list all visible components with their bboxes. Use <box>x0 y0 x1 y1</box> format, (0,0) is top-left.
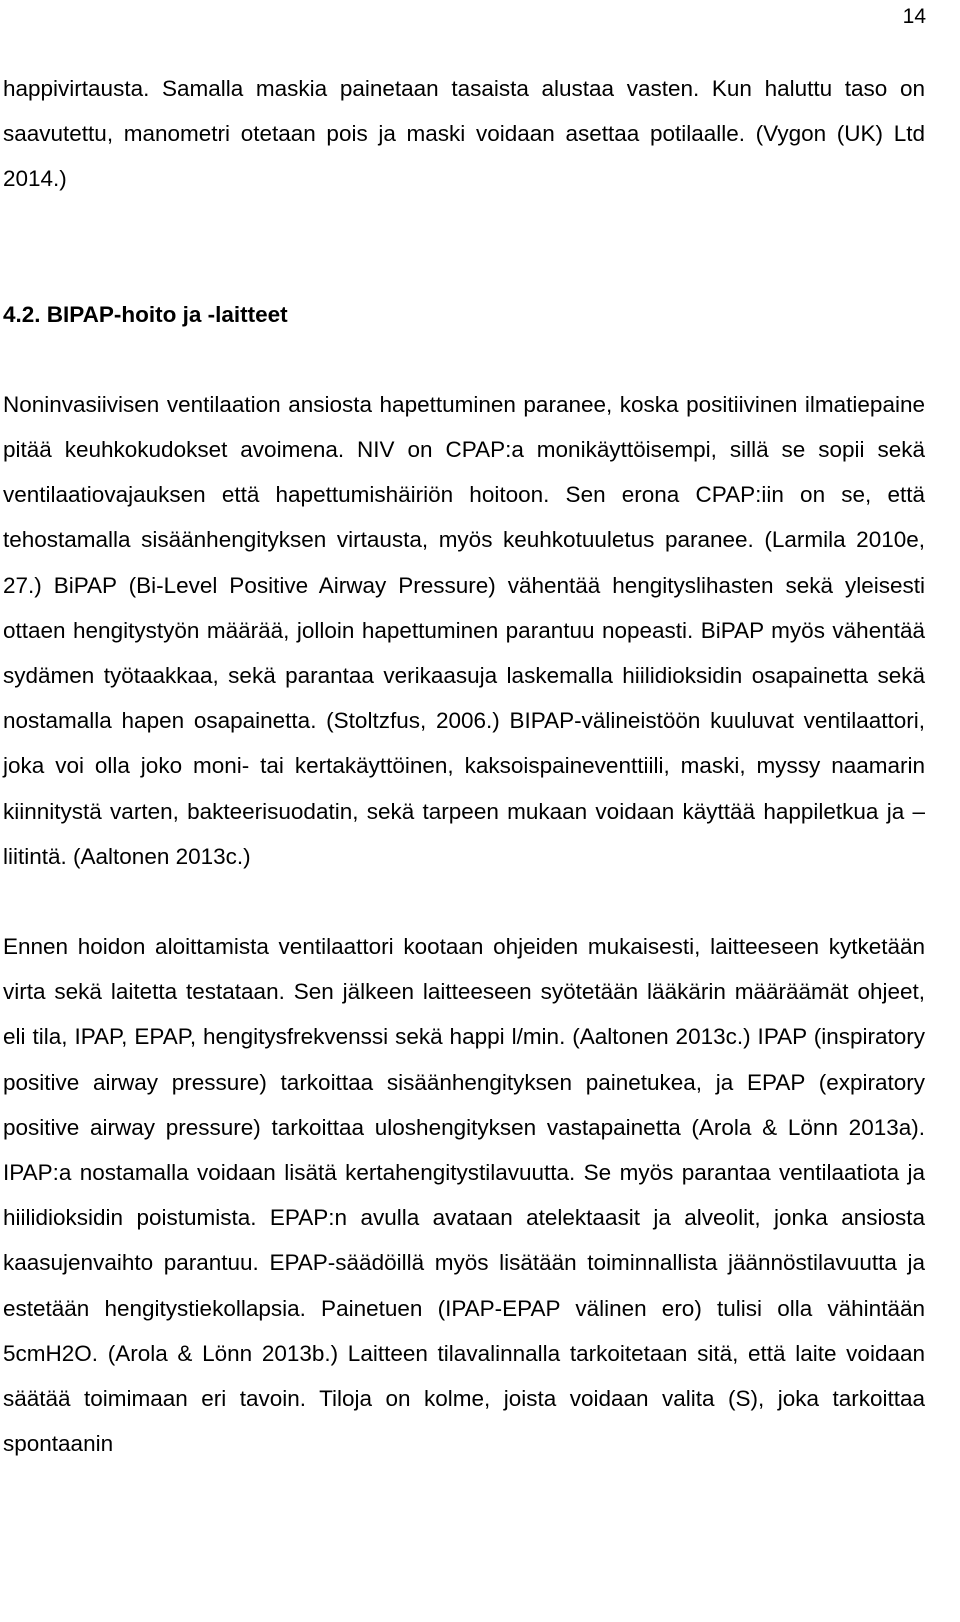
paragraph-intro: happivirtausta. Samalla maskia painetaan tasaista alustaa vasten. Kun haluttu taso on saavutettu, manometri otetaan pois ja maski voidaan asettaa potilaalle. (Vygon (UK) Ltd 2014.) <box>3 76 925 192</box>
document-body <box>3 66 925 1466</box>
paragraph-spacer <box>3 337 925 382</box>
paragraph-spacer <box>3 202 925 292</box>
paragraph-bipap-description: Noninvasiivisen ventilaation ansiosta hapettuminen paranee, koska positiivinen ilmatiepaine pitää keuhkokudokset avoimena. NIV on CPAP:a monikäyttöisempi, sillä se sopii sekä ventilaatiovajauksen että hapettumishäiriön hoitoon. Sen erona CPAP:iin on se, että tehostamalla sisäänhengityksen virtausta, myös keuhkotuuletus paranee. (Larmila 2010e, 27.) BiPAP (Bi-Level Positive Airway Pressure) vähentää hengityslihasten sekä yleisesti ottaen hengitystyön määrää, jolloin hapettuminen parantuu nopeasti. BiPAP myös vähentää sydämen työtaakkaa, sekä parantaa verikaasuja laskemalla hiilidioksidin osapainetta sekä nostamalla hapen osapainetta. (Stoltzfus, 2006.) BIPAP-välineistöön kuuluvat ventilaattori, joka voi olla joko moni- tai kertakäyttöinen, kaksoispaineventtiili, maski, myssy naamarin kiinnitystä varten, bakteerisuodatin, sekä tarpeen mukaan voidaan käyttää happiletkua ja – liitintä. (Aaltonen 2013c.) <box>3 391 925 869</box>
paragraph-setup-instructions: Ennen hoidon aloittamista ventilaattori kootaan ohjeiden mukaisesti, laitteeseen kytketään virta sekä laitetta testataan. Sen jälkeen laitteeseen syötetään lääkärin määräämät ohjeet, eli tila, IPAP, EPAP, hengitysfrekvenssi sekä happi l/min. (Aaltonen 2013c.) IPAP (inspiratory positive airway pressure) tarkoittaa sisäänhengityksen painetukea, ja EPAP (expiratory positive airway pressure) tarkoittaa uloshengityksen vastapainetta (Arola & Lönn 2013a). IPAP:a nostamalla voidaan lisätä kertahengitystilavuutta. Se myös parantaa ventilaatiota ja hiilidioksidin poistumista. EPAP:n avulla avataan atelektaasit ja alveolit, jonka ansiosta kaasujenvaihto parantuu. EPAP-säädöillä myös lisätään toiminnallista jäännöstilavuutta ja estetään hengitystiekollapsia. Painetuen (IPAP-EPAP välinen ero) tulisi olla vähintään 5cmH2O. (Arola & Lönn 2013b.) Laitteen tilavalinnalla tarkoitetaan sitä, että laite voidaan säätää toimimaan eri tavoin. Tiloja on kolme, joista voidaan valita (S), joka tarkoittaa spontaanin <box>3 934 925 1457</box>
section-heading: 4.2. BIPAP-hoito ja -laitteet <box>3 301 288 327</box>
paragraph-spacer <box>3 879 925 924</box>
page-number: 14 <box>902 5 926 28</box>
